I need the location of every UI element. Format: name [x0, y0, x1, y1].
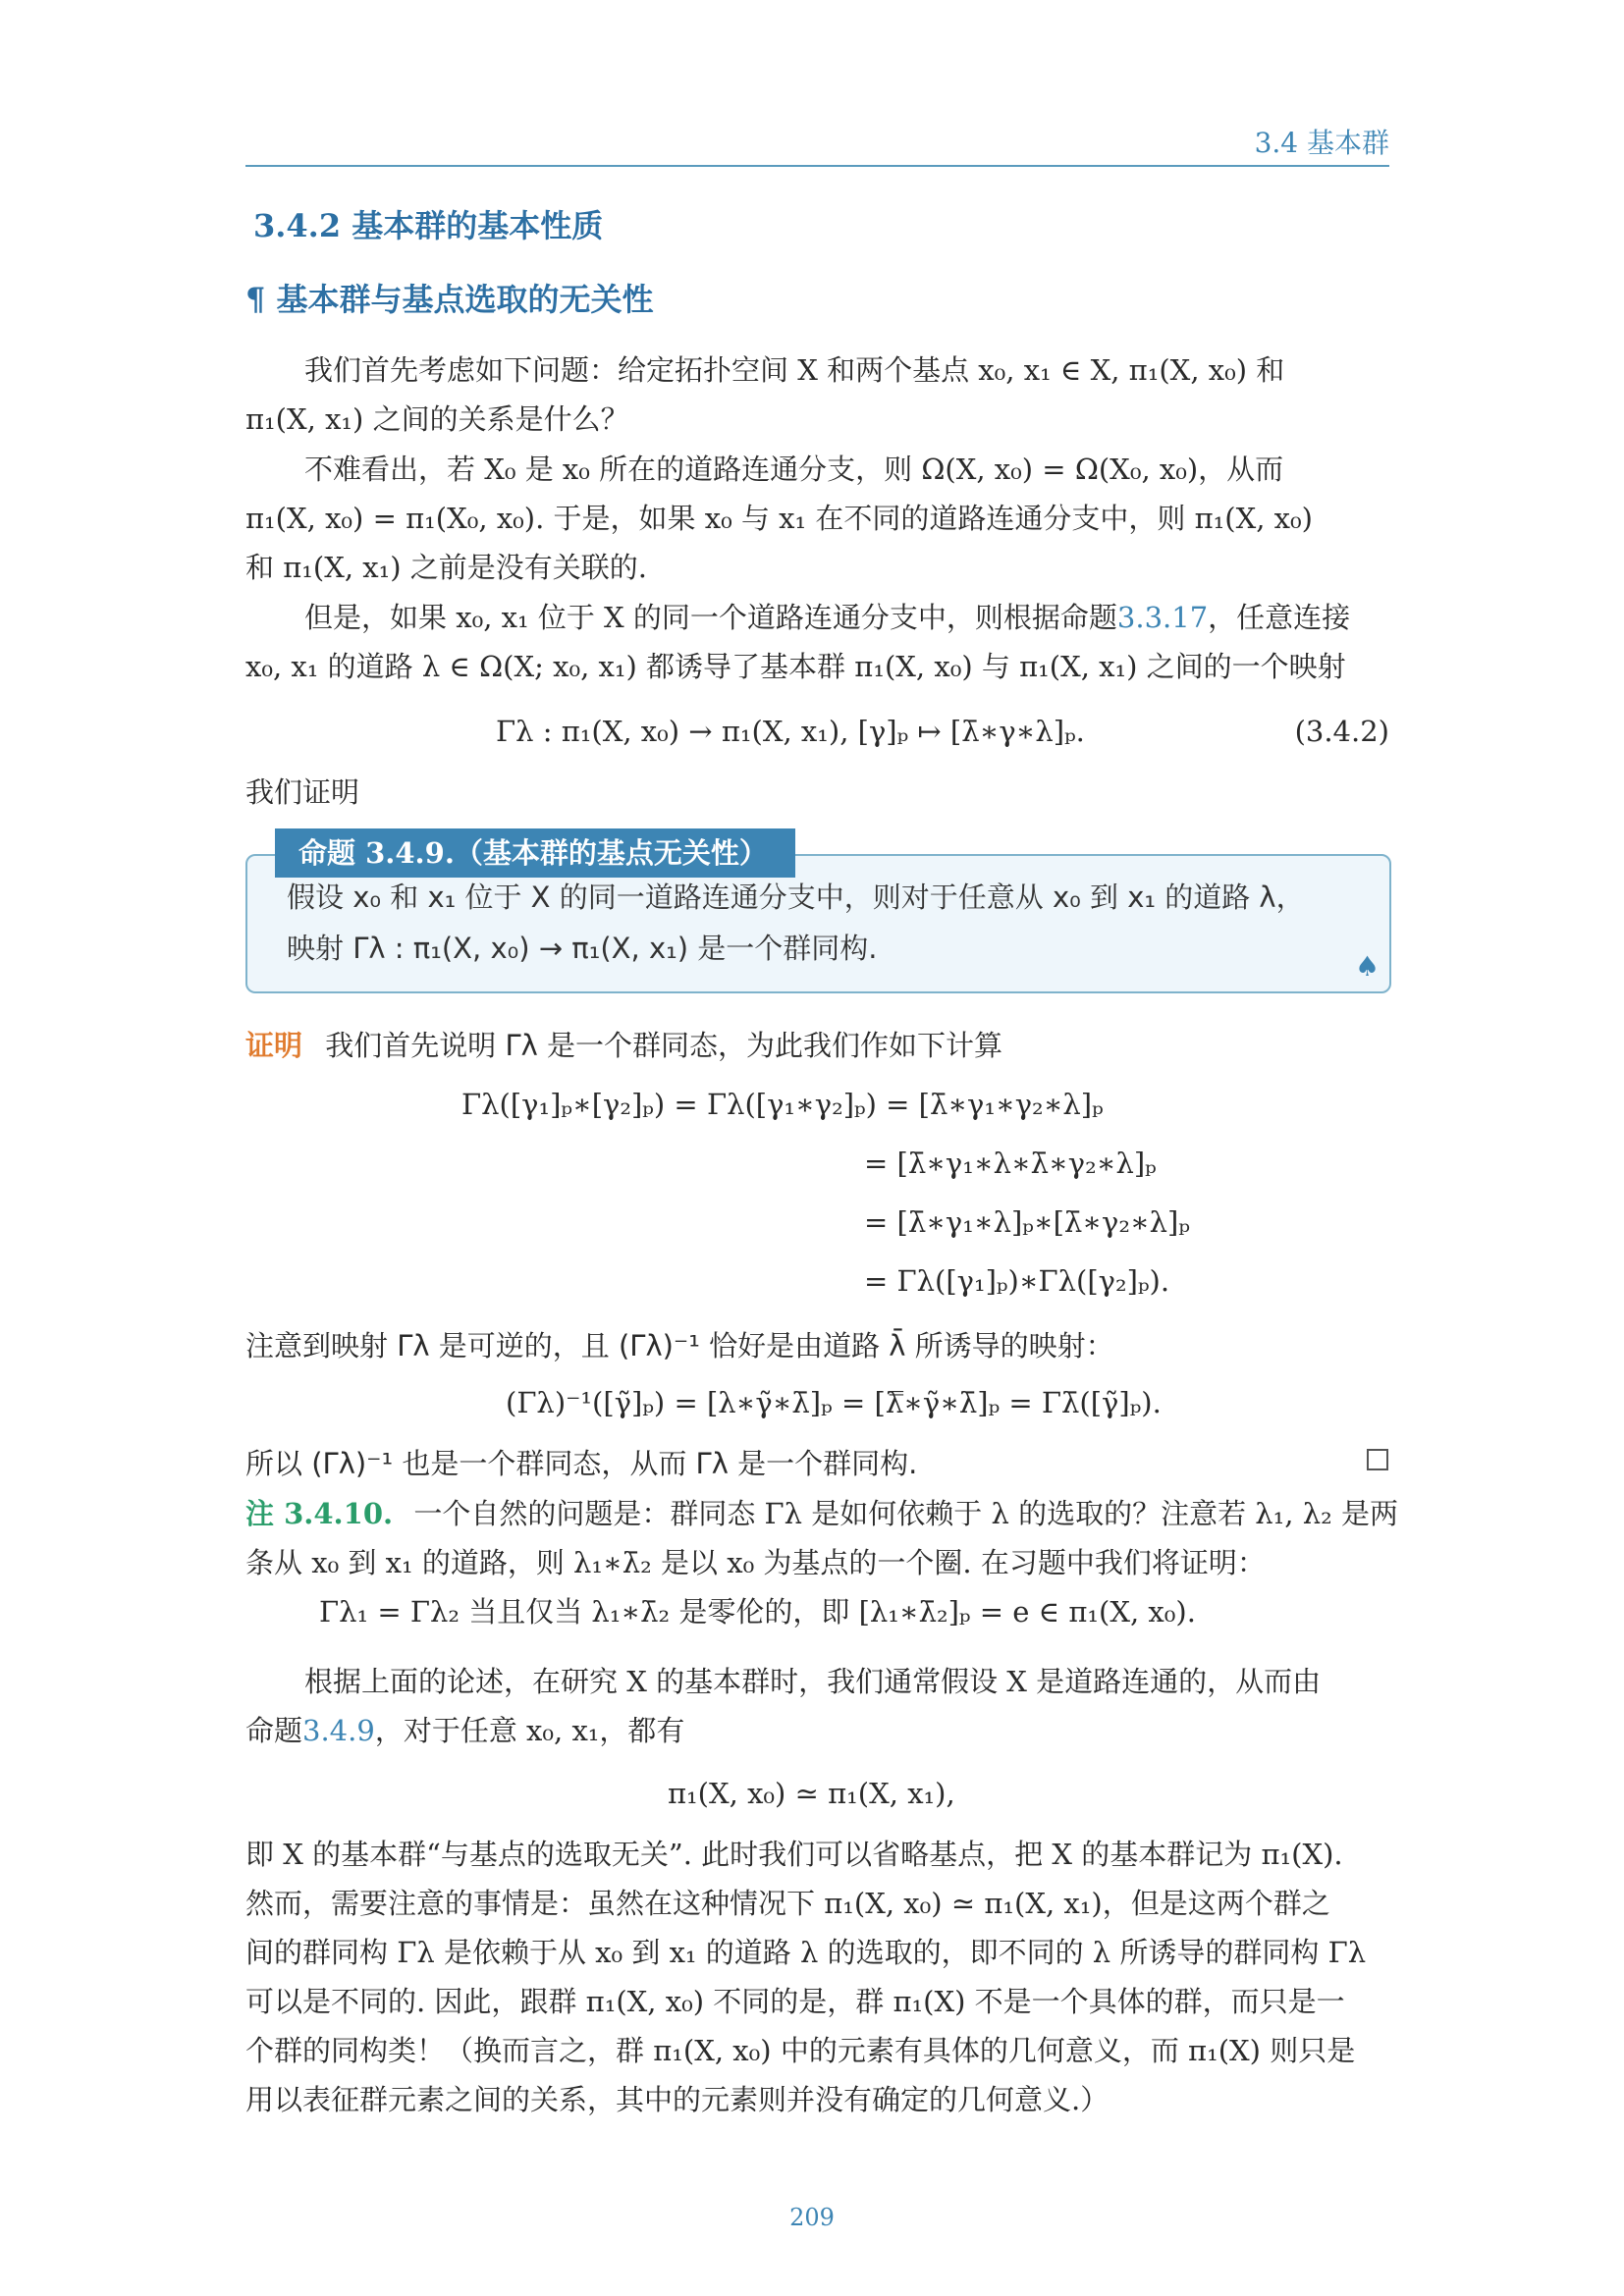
qed-square-icon — [1367, 1449, 1388, 1470]
proof-eq-line1: Γλ([γ₁]ₚ∗[γ₂]ₚ) = Γλ([γ₁∗γ₂]ₚ) = [λ̄∗γ₁∗γ₂∗λ]ₚ — [461, 1088, 1104, 1121]
equation-3-4-2: Γλ : π₁(X, x₀) → π₁(X, x₁), [γ]ₚ ↦ [λ̄∗γ∗λ]ₚ. — [496, 715, 1085, 748]
para5-line1: 即 X 的基本群“与基点的选取无关”. 此时我们可以省略基点，把 X 的基本群记为 π₁(X). — [245, 1838, 1343, 1871]
proposition-title: 命题 3.4.9.（基本群的基点无关性） — [275, 828, 795, 878]
para5-line3: 间的群同构 Γλ 是依赖于从 x₀ 到 x₁ 的道路 λ 的选取的，即不同的 λ 所诱导的群同构 Γλ — [245, 1936, 1367, 1969]
proof-intro: 我们首先说明 Γλ 是一个群同态，为此我们作如下计算 — [325, 1029, 1002, 1062]
para3-line1-tail: ，任意连接 — [1208, 601, 1351, 634]
proof-conclusion: 所以 (Γλ)⁻¹ 也是一个群同态，从而 Γλ 是一个群同构. — [245, 1447, 918, 1480]
proof-label: 证明 — [245, 1029, 303, 1062]
para2-line2: π₁(X, x₀) = π₁(X₀, x₀). 于是，如果 x₀ 与 x₁ 在不同的道路连通分支中，则 π₁(X, x₀) — [245, 502, 1313, 535]
ref-prop-3-4-9[interactable]: 3.4.9 — [302, 1714, 375, 1747]
we-prove-text: 我们证明 — [245, 775, 360, 809]
page-number: 209 — [789, 2204, 835, 2231]
para3-line2: x₀, x₁ 的道路 λ ∈ Ω(X; x₀, x₁) 都诱导了基本群 π₁(X, x₀) 与 π₁(X, x₁) 之间的一个映射 — [245, 650, 1346, 683]
remark-line3: Γλ₁ = Γλ₂ 当且仅当 λ₁∗λ̄₂ 是零伦的，即 [λ₁∗λ̄₂]ₚ = e ∈ π₁(X, x₀). — [319, 1595, 1196, 1629]
remark-line1 — [245, 1489, 1398, 1538]
remark-label: 注 3.4.10. — [245, 1497, 394, 1530]
proof-eq-line2: = [λ̄∗γ₁∗λ∗λ̄∗γ₂∗λ]ₚ — [864, 1147, 1157, 1180]
para2-line3: 和 π₁(X, x₁) 之前是没有关联的. — [245, 551, 648, 584]
para4-line1: 根据上面的论述，在研究 X 的基本群时，我们通常假设 X 是道路连通的，从而由 — [304, 1665, 1322, 1698]
para4-line2 — [245, 1706, 684, 1755]
remark-text1: 一个自然的问题是：群同态 Γλ 是如何依赖于 λ 的选取的？注意若 λ₁, λ₂ 是两 — [413, 1497, 1398, 1530]
proof-eq-line4: = Γλ([γ₁]ₚ)∗Γλ([γ₂]ₚ). — [864, 1264, 1170, 1298]
spade-icon: ♠ — [1355, 950, 1380, 983]
ref-prop-3-3-17[interactable]: 3.3.17 — [1116, 601, 1209, 634]
proof-intro-line — [245, 1021, 1002, 1070]
equation-number: (3.4.2) — [1294, 715, 1389, 748]
para3-line1 — [304, 593, 1350, 642]
proposition-body — [287, 872, 1367, 974]
para2-line1: 不难看出，若 X₀ 是 x₀ 所在的道路连通分支，则 Ω(X, x₀) = Ω(X₀, x₀)，从而 — [304, 453, 1284, 486]
proof-inverse-note: 注意到映射 Γλ 是可逆的，且 (Γλ)⁻¹ 恰好是由道路 λ̄ 所诱导的映射： — [245, 1329, 1114, 1362]
para3-line1-text: 但是，如果 x₀, x₁ 位于 X 的同一个道路连通分支中，则根据命题 — [304, 601, 1117, 634]
para5-line6: 用以表征群元素之间的关系，其中的元素则并没有确定的几何意义.） — [245, 2083, 1110, 2116]
running-header: 3.4 基本群 — [245, 126, 1389, 167]
para4-line2-tail: ，对于任意 x₀, x₁，都有 — [374, 1714, 685, 1747]
proposition-line1: 假设 x₀ 和 x₁ 位于 X 的同一道路连通分支中，则对于任意从 x₀ 到 x₁ 的道路 λ， — [287, 881, 1305, 914]
proposition-line2: 映射 Γλ : π₁(X, x₀) → π₁(X, x₁) 是一个群同构. — [287, 932, 878, 965]
para5-line5: 个群的同构类！（换而言之，群 π₁(X, x₀) 中的元素有具体的几何意义，而 π₁(X) 则只是 — [245, 2034, 1356, 2067]
proof-inverse-eq: (Γλ)⁻¹([γ̃]ₚ) = [λ∗γ̃∗λ̄]ₚ = [λ̿∗γ̃∗λ̄]ₚ = Γλ̄([γ̃]ₚ). — [506, 1386, 1162, 1419]
para5-line4: 可以是不同的. 因此，跟群 π₁(X, x₀) 不同的是，群 π₁(X) 不是一个具体的群，而只是一 — [245, 1985, 1345, 2018]
para4-line2-text: 命题 — [245, 1714, 303, 1747]
remark-line2: 条从 x₀ 到 x₁ 的道路，则 λ₁∗λ̄₂ 是以 x₀ 为基点的一个圈. 在习题中我们将证明： — [245, 1546, 1266, 1579]
subsection-title: ¶ 基本群与基点选取的无关性 — [245, 281, 654, 318]
equation-isomorphism: π₁(X, x₀) ≃ π₁(X, x₁), — [668, 1777, 955, 1810]
para5-line2: 然而，需要注意的事情是：虽然在这种情况下 π₁(X, x₀) ≃ π₁(X, x₁)，但是这两个群之 — [245, 1887, 1330, 1920]
section-title: 3.4.2 基本群的基本性质 — [253, 207, 604, 244]
proof-eq-line3: = [λ̄∗γ₁∗λ]ₚ∗[λ̄∗γ₂∗λ]ₚ — [864, 1205, 1190, 1239]
para1-line1: 我们首先考虑如下问题：给定拓扑空间 X 和两个基点 x₀, x₁ ∈ X, π₁(X, x₀) 和 — [304, 353, 1285, 387]
para1-line2: π₁(X, x₁) 之间的关系是什么？ — [245, 402, 629, 436]
